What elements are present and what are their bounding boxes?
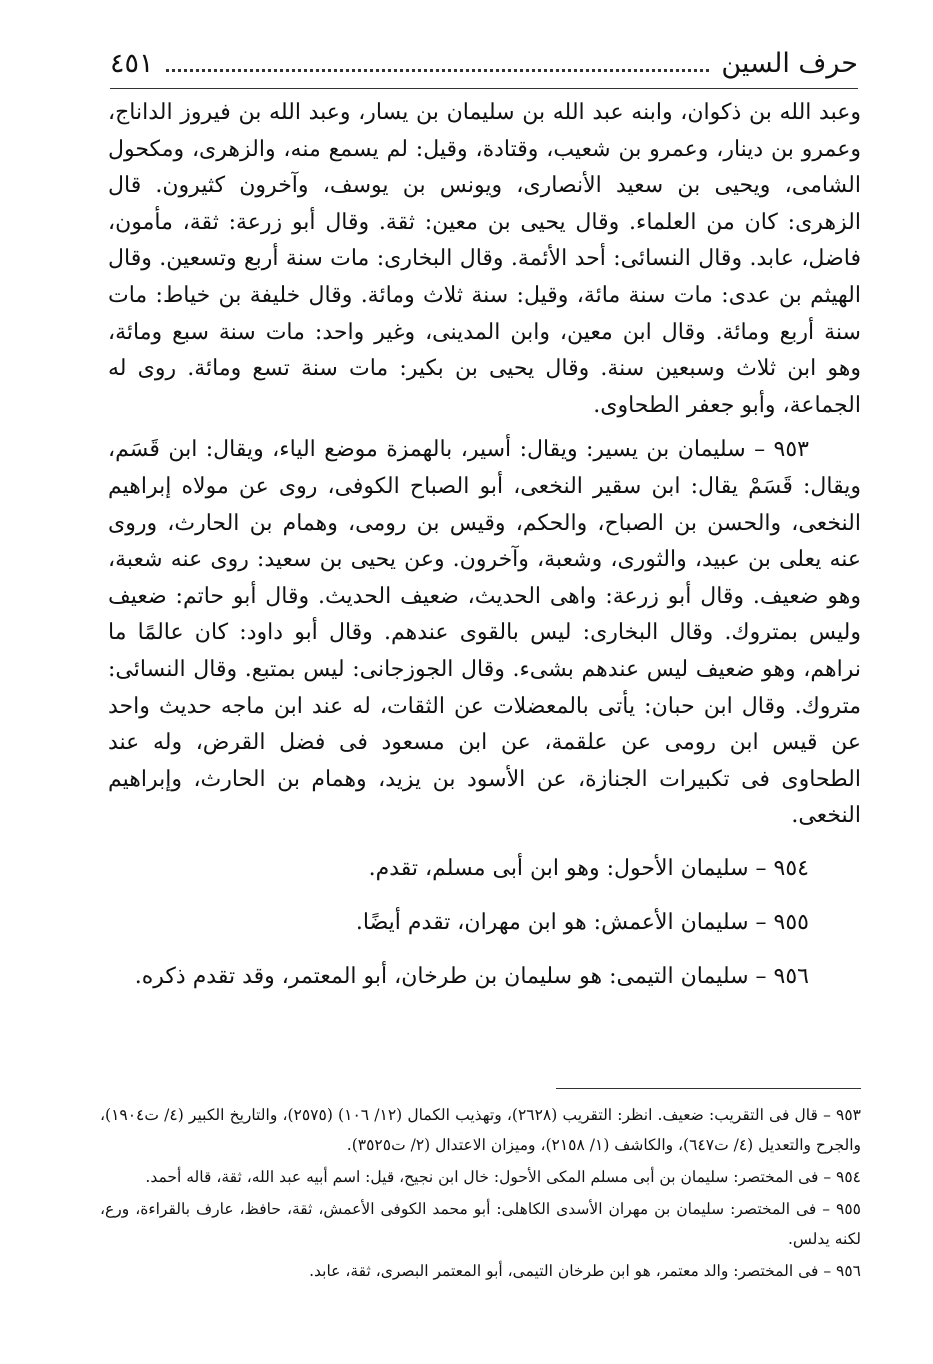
footnote-956: ٩٥٦ – فى المختصر: والد معتمر، هو ابن طرخان التيمى، أبو المعتمر البصرى، ثقة، عابد. <box>309 1262 861 1280</box>
main-text <box>108 95 861 997</box>
entry-955: ٩٥٥ – سليمان الأعمش: هو ابن مهران، تقدم أيضًا. <box>355 909 809 935</box>
page-header <box>110 38 858 89</box>
page-number: ٤٥١ <box>110 47 154 79</box>
chapter-title: حرف السين <box>721 47 858 79</box>
footnote-954: ٩٥٤ – فى المختصر: سليمان بن أبى مسلم المكى الأحول: خال ابن نجيح، قيل: اسم أبيه عبد الله، ثقة، قاله أحمد. <box>145 1168 861 1186</box>
entry-956: ٩٥٦ – سليمان التيمى: هو سليمان بن طرخان، أبو المعتمر، وقد تقدم ذكره. <box>134 963 809 989</box>
footnote-955: ٩٥٥ – فى المختصر: سليمان بن مهران الأسدى الكاهلى: أبو محمد الكوفى الأعمش، ثقة، حافظ، عارف بالقراءة، ورع، لكنه يدلس. <box>100 1200 861 1248</box>
footnote-separator <box>556 1088 861 1089</box>
entry-953: ٩٥٣ – سليمان بن يسير: ويقال: أسير، بالهمزة موضع الياء، ويقال: ابن قَسَم، ويقال: قَسَمْ يقال: ابن سقير النخعى، أبو الصباح الكوفى، روى عن مولاه إبراهيم النخعى، والحسن بن الصباح، والحكم، وقيس بن رومى، وهمام بن الحارث، وروى عنه يعلى بن عبيد، والثورى، وشعبة، وآخرون. وعن يحيى بن سعيد: روى عنه شعبة، وهو ضعيف. وقال أبو زرعة: واهى الحديث، ضعيف الحديث. وقال أبو حاتم: ضعيف وليس بمتروك. وقال البخارى: ليس بالقوى عندهم. وقال أبو داود: كان عالمًا ما نراهم، وهو ضعيف ليس عندهم بشىء. وقال الجوزجانى: ليس بمتبع. وقال النسائى: متروك. وقال ابن حبان: يأتى بالمعضلات عن الثقات، له عند ابن ماجه حديث واحد عن قيس ابن رومى عن علقمة، عن ابن مسعود فى فضل القرض، وله عند الطحاوى فى تكبيرات الجنازة، عن الأسود بن يزيد، وهمام بن الحارث، وإبراهيم النخعى. <box>108 437 861 829</box>
paragraph-continuation: وعبد الله بن ذكوان، وابنه عبد الله بن سليمان بن يسار، وعبد الله بن فيروز الداناج، وعمرو بن دينار، وعمرو بن شعيب، وقتادة، وقيل: لم يسمع منه، والزهرى، ومكحول الشامى، ويحيى بن سعيد الأنصارى، ويونس بن يوسف، وآخرون كثيرون. قال الزهرى: كان من العلماء. وقال يحيى بن معين: ثقة. وقال أبو زرعة: ثقة، مأمون، فاضل، عابد. وقال النسائى: أحد الأئمة. وقال البخارى: مات سنة أربع وتسعين. وقال الهيثم بن عدى: مات سنة مائة، وقيل: سنة ثلاث ومائة. وقال خليفة بن خياط: مات سنة أربع ومائة. وقال ابن معين، وابن المدينى، وغير واحد: مات سنة سبع ومائة، وهو ابن ثلاث وسبعين سنة. وقال يحيى بن بكير: مات سنة تسع ومائة. روى له الجماعة، وأبو جعفر الطحاوى. <box>108 100 861 418</box>
header-leader-dots <box>166 55 710 72</box>
entry-954: ٩٥٤ – سليمان الأحول: وهو ابن أبى مسلم، تقدم. <box>368 855 809 881</box>
footnote-953: ٩٥٣ – قال فى التقريب: ضعيف. انظر: التقريب (٢٦٢٨)، وتهذيب الكمال (١٢/ ١٠٦) (٢٥٧٥)، والتاريخ الكبير (٤/ ت١٩٠٤)، والجرح والتعديل (٤/ ت٦٤٧)، والكاشف (١/ ٢١٥٨)، وميزان الاعتدال (٢/ ت٣٥٢٥). <box>100 1106 862 1154</box>
footnotes <box>100 1100 861 1288</box>
